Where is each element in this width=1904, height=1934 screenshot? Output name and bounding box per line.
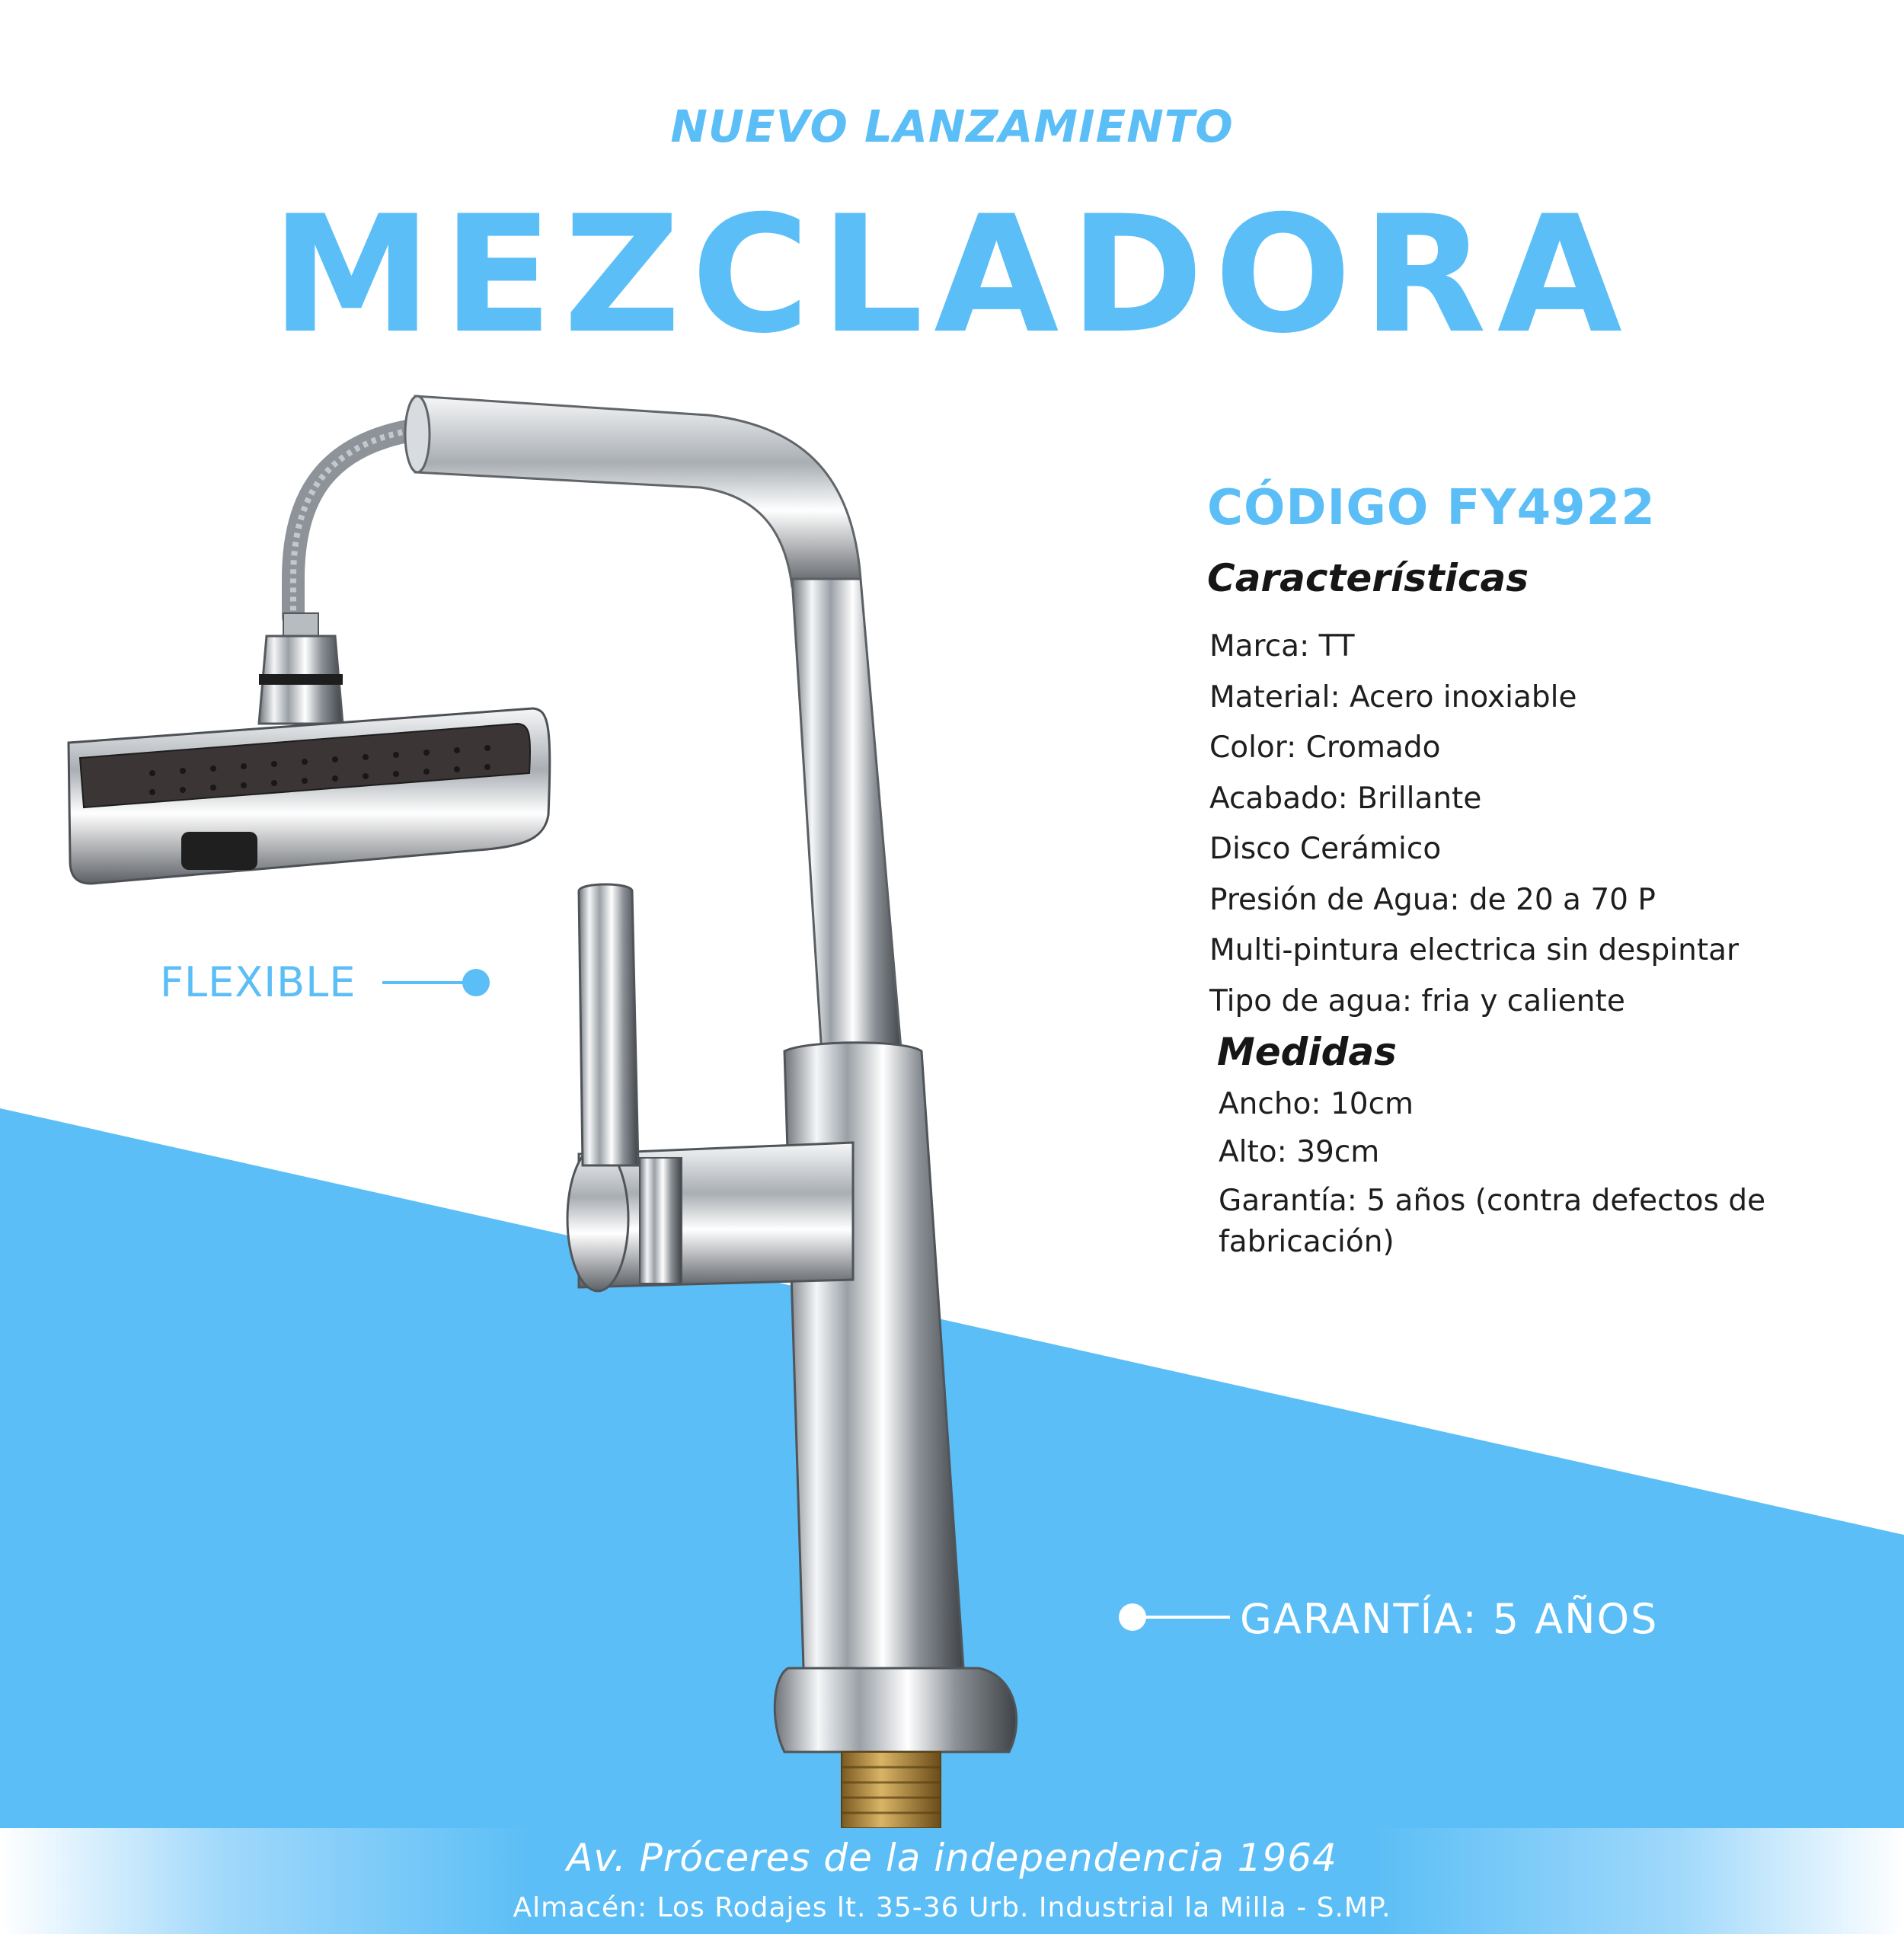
flexible-callout-label: FLEXIBLE xyxy=(160,958,356,1006)
list-item: Disco Cerámico xyxy=(1209,832,1442,866)
list-item: Tipo de agua: fria y caliente xyxy=(1209,983,1625,1018)
threaded-shank xyxy=(842,1752,941,1828)
list-item: Multi-pintura electrica sin despintar xyxy=(1209,933,1739,967)
list-item: Color: Cromado xyxy=(1209,730,1441,765)
list-item: Alto: 39cm xyxy=(1219,1135,1380,1169)
footer-address: Av. Próceres de la independencia 1964 xyxy=(567,1836,1337,1880)
kicker-text: NUEVO LANZAMIENTO xyxy=(670,101,1234,152)
head-connector xyxy=(283,613,318,636)
measures-list xyxy=(1219,1080,1797,1263)
spout-neck xyxy=(792,579,902,1066)
features-list xyxy=(1209,622,1739,1027)
features-heading: Características xyxy=(1207,556,1529,600)
warranty-callout-pointer xyxy=(1116,1602,1238,1632)
product-code: CÓDIGO FY4922 xyxy=(1207,480,1656,536)
list-item: Marca: TT xyxy=(1209,629,1355,663)
list-item: Acabado: Brillante xyxy=(1209,781,1482,816)
list-item: Presión de Agua: de 20 a 70 P xyxy=(1209,882,1656,917)
footer-warehouse: Almacén: Los Rodajes lt. 35-36 Urb. Industrial la Milla - S.MP. xyxy=(513,1892,1391,1923)
measures-heading: Medidas xyxy=(1217,1030,1397,1074)
handle-lever xyxy=(579,884,638,1165)
list-item: Ancho: 10cm xyxy=(1219,1087,1414,1121)
flexible-hose xyxy=(293,430,411,617)
list-item: Garantía: 5 años (contra defectos de fabricación) xyxy=(1219,1184,1766,1259)
base-flange xyxy=(775,1668,1016,1752)
product-title: MEZCLADORA xyxy=(271,181,1633,369)
list-item: Material: Acero inoxiable xyxy=(1209,679,1577,714)
faucet-body xyxy=(784,1043,963,1683)
warranty-callout-label: GARANTÍA: 5 AÑOS xyxy=(1240,1595,1659,1643)
spout-top xyxy=(415,396,861,587)
flexible-callout-pointer xyxy=(381,967,503,998)
spray-button xyxy=(181,832,257,870)
